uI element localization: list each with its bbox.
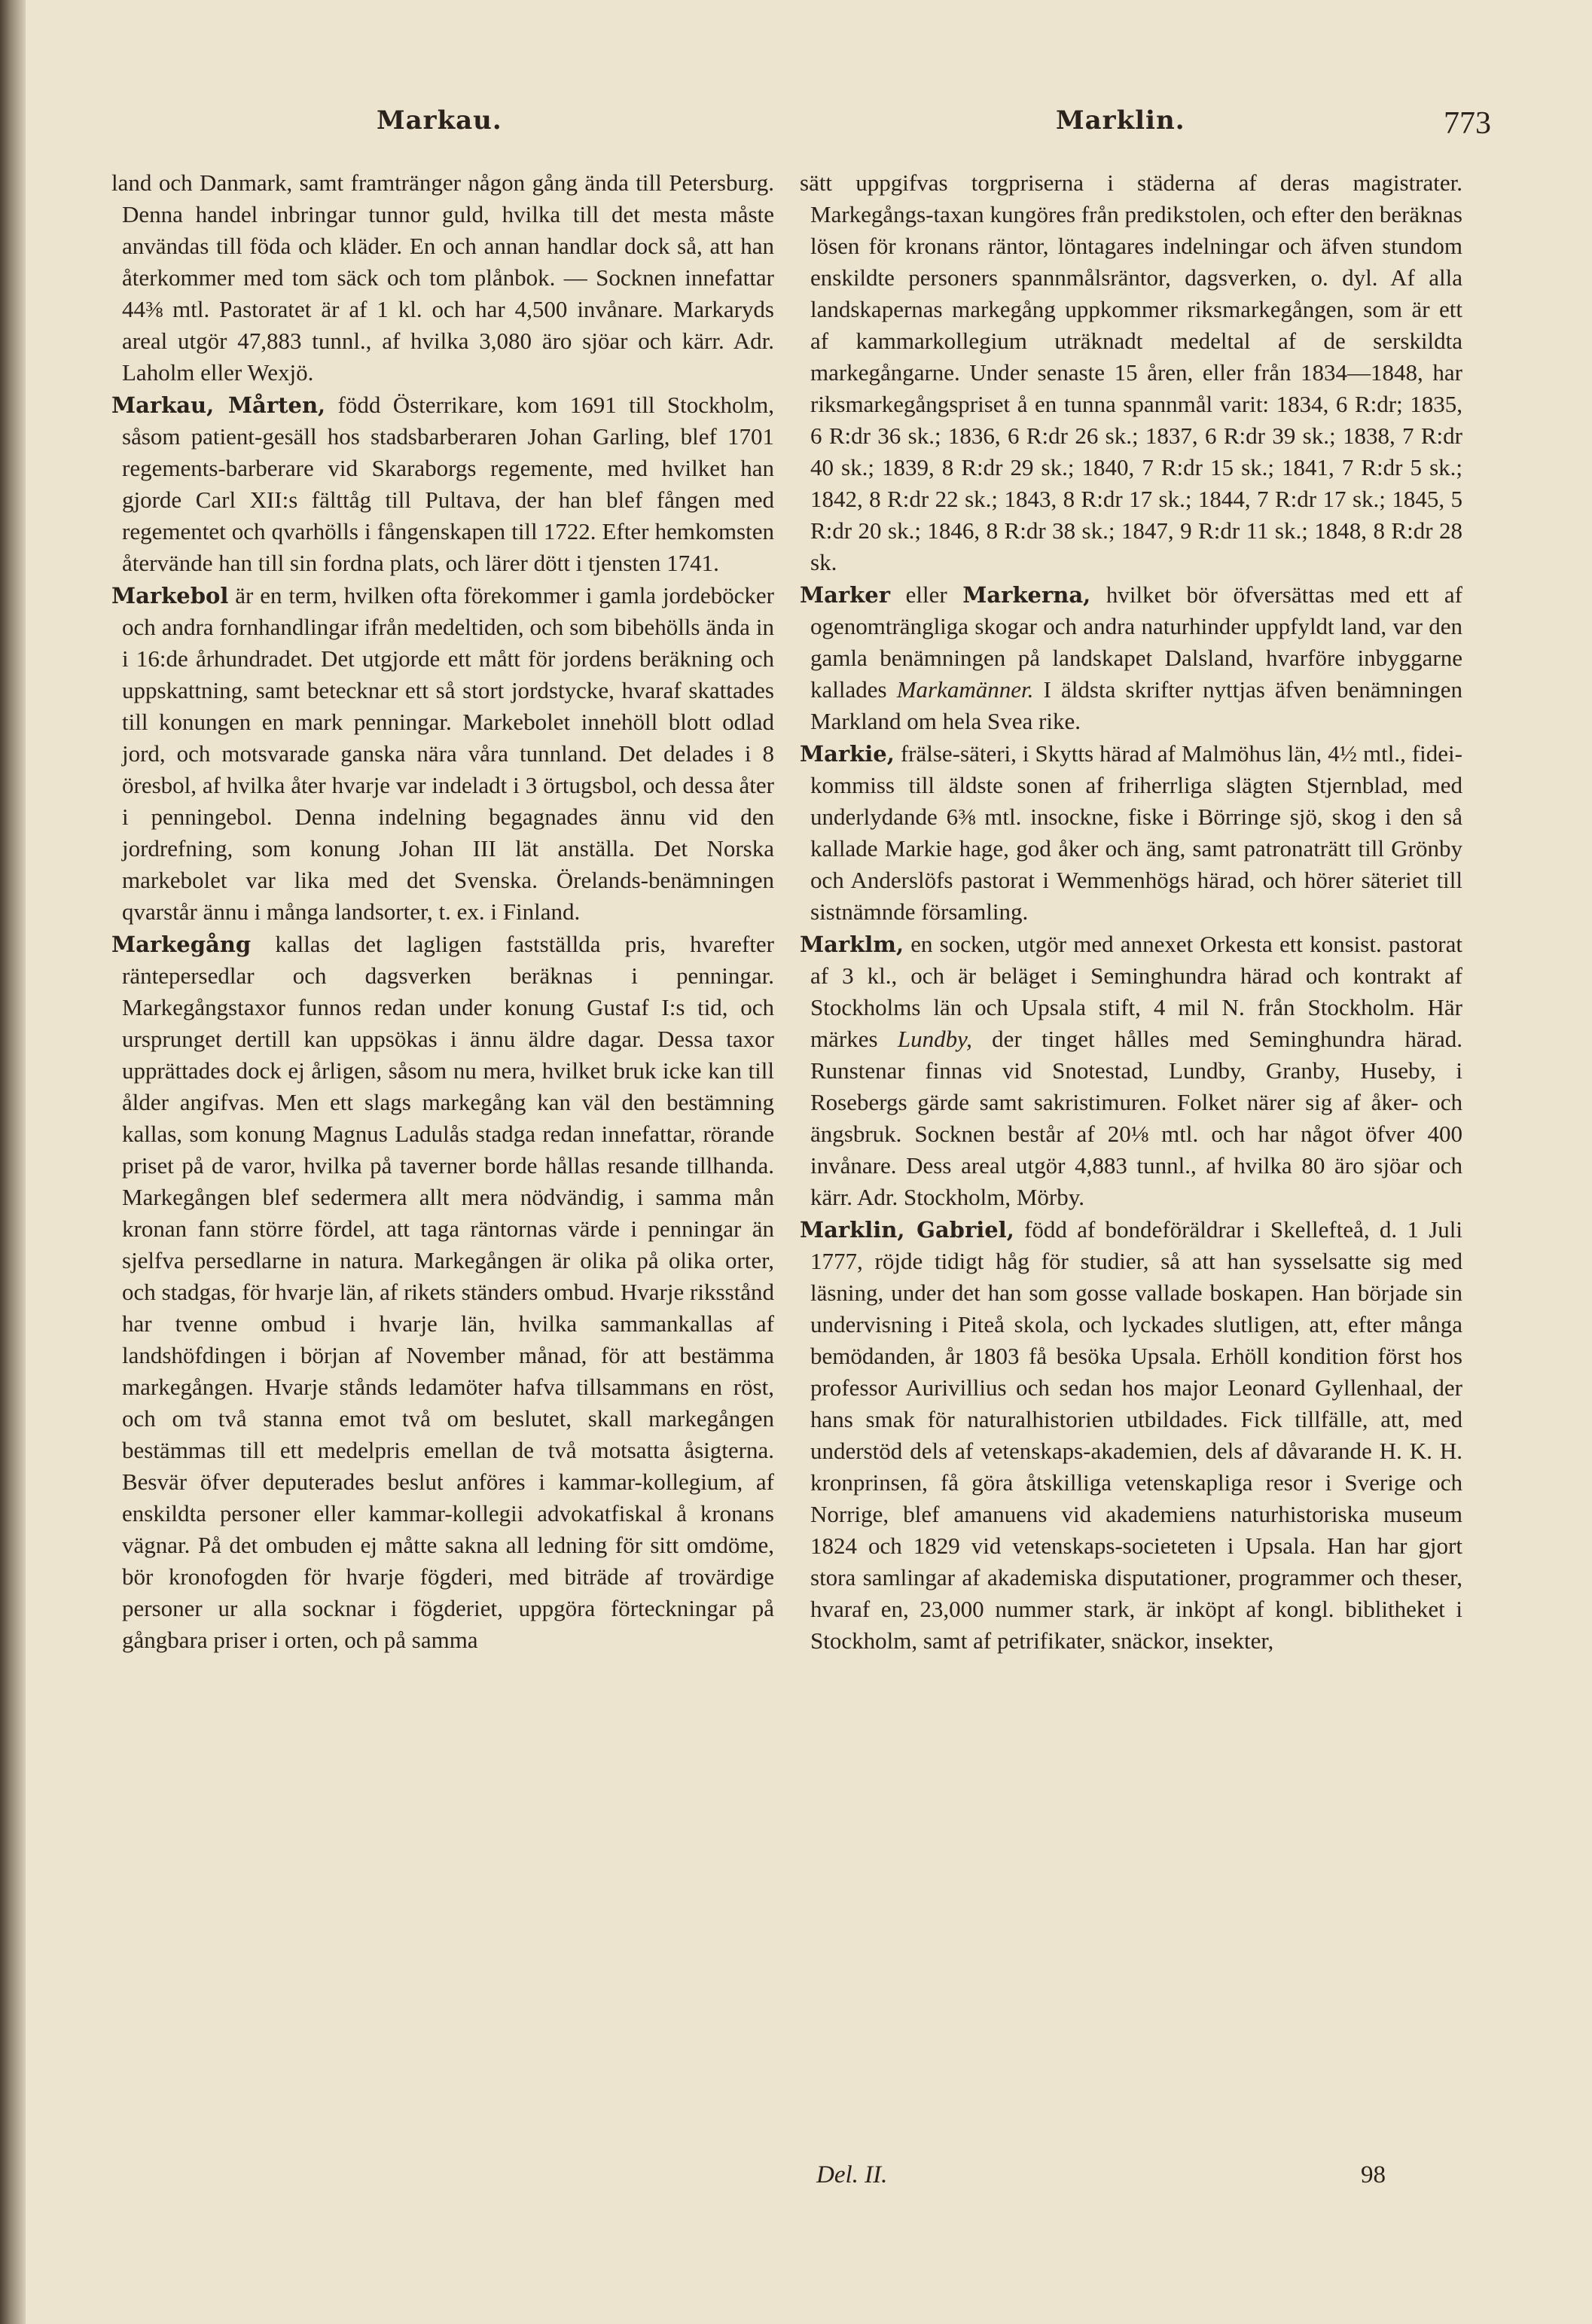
entry-text: I äldsta skrifter nyttjas äfven benämningen Markland om hela Svea rike. bbox=[810, 676, 1462, 734]
headword: Markau, Mårten, bbox=[111, 392, 326, 418]
entry-markim bbox=[800, 929, 1462, 1213]
entry-markaryd-continued bbox=[111, 167, 774, 389]
headword: Marklin, Gabriel, bbox=[800, 1217, 1014, 1243]
entry-text: är en term, hvilken ofta förekommer i gamla jordeböcker och andra fornhandlingar ifrån medeltiden, och som bibehölls ända in i 16:de århundradet. Det utgjorde ett mått för jordens beräkning och uppskattning, samt betecknar ett så stort jordstycke, hvaraf skattades till konungen en mark penningar. Markebolet innehöll blott odlad jord, och motsvarade ganska nära våra tunnland. Det delades i 8 öresbol, af hvilka åter hvarje var indeladt i 3 örtugsbol, och dessa åter i penningebol. Denna indelning begagnades ännu vid den jordrefning, som konung Johan III lät anställa. Det Norska markebolet var lika med det Svenska. Örelands-benämningen qvarstår ännu i många landsorter, t. ex. i Finland. bbox=[122, 582, 774, 925]
entry-marklin bbox=[800, 1214, 1462, 1657]
entry-markegang-continued bbox=[800, 167, 1462, 578]
running-head-left: Markau. bbox=[377, 105, 502, 136]
volume-signature: Del. II. bbox=[816, 2161, 888, 2188]
page-number: 773 bbox=[1444, 106, 1491, 141]
right-column bbox=[800, 167, 1462, 1658]
entry-markebol bbox=[111, 580, 774, 928]
entry-text: frälse-säteri, i Skytts härad af Malmöhus län, 4½ mtl., fidei-kommiss till äldste sonen af friherrliga slägten Stjernblad, med underlydande 6⅜ mtl. insockne, fiske i Börringe sjö, skog i den så kallade Markie hage, god åker och äng, samt patronaträtt till Grönby och Anderslöfs pastorat i Wemmenhögs härad, och hörer säteriet till sistnämnde församling. bbox=[810, 740, 1462, 925]
sheet-number: 98 bbox=[1361, 2161, 1386, 2188]
entry-markau bbox=[111, 389, 774, 579]
entry-text: kallas det lagligen fastställda pris, hvarefter räntepersedlar och dagsverken beräknas i penningar. Markegångstaxor funnos redan under konung Gustaf I:s tid, och ursprunget dertill kan uppsökas i ännu äldre dagar. Dessa taxor upprättades dock ej årligen, såsom nu mera, hvilket bruk icke kan till ålder angifvas. Men ett slags markegång kan väl den bestämning kallas, som konung Magnus Ladulås stadga redan innefattar, rörande priset på de varor, hvilka på taverner borde hållas resande tillhanda. Markegången blef sedermera allt mera nödvändig, i samma mån kronan fann större fördel, att taga räntornas värde i penningar än sjelfva persedlarne in natura. Markegången är olika på olika orter, och stadgas, för hvarje län, af rikets ständers ombud. Hvarje riksstånd har tvenne ombud i hvarje län, hvilka sammankallas af landshöfdingen i början af November månad, för att bestämma markegången. Hvarje stånds ledamöter hafva tillsammans en röst, och om två stanna emot två om beslutet, skall markegången bestämmas till ett medelpris emellan de två motsatta åsigterna. Besvär öfver deputerades beslut anföres i kammar-kollegium, af enskildta personer eller kammar-kollegii advokatfiskal å kronans vägnar. På det ombuden ej måtte sakna all ledning för sitt omdöme, bör kronofogden för hvarje fögderi, med biträde af trovärdige personer ur alla socknar i fögderiet, uppgöra förteckningar på gångbara priser i orten, och på samma bbox=[122, 931, 774, 1653]
entry-marker bbox=[800, 579, 1462, 737]
headword-alt: Markerna, bbox=[962, 582, 1091, 608]
headword: Markegång bbox=[111, 932, 252, 957]
headword: Markie, bbox=[800, 741, 895, 767]
entry-text: en socken, utgör med annexet Orkesta ett konsist. pastorat af 3 kl., och är beläget i Seminghundra härad och kontrakt af Stockholms län och Upsala stift, 4 mil N. från Stockholm. Här märkes bbox=[810, 931, 1462, 1052]
italic-term: Lundby, bbox=[897, 1026, 972, 1052]
entry-text: född af bondeföräldrar i Skellefteå, d. 1 Juli 1777, röjde tidigt håg för studier, så att han sysselsatte sig med läsning, under det han som gosse vallade boskapen. Han började sin undervisning i Piteå skola, och lyckades slutligen, att, efter många bemödanden, år 1803 få besöka Upsala. Erhöll kondition först hos professor Aurivillius och sedan hos major Leonard Gyllenhaal, der hans smak för naturalhistorien utbildades. Fick tillfälle, att, med understöd dels af vetenskaps-akademien, dels af dåvarande H. K. H. kronprinsen, få göra åtskilliga vetenskapliga resor i Sverige och Norrige, blef amanuens vid akademiens naturhistoriska museum 1824 och 1829 vid vetenskaps-societeten i Upsala. Han har gjort stora samlingar af akademiska disputationer, programmer och theser, hvaraf en, 23,000 nummer stark, är inköpt af kongl. biblitheket i Stockholm, samt af petrifikater, snäckor, insekter, bbox=[810, 1216, 1462, 1654]
page-footer bbox=[800, 2161, 1462, 2207]
entry-text: land och Danmark, samt framtränger någon gång ända till Petersburg. Denna handel inbringar tunnor guld, hvilka till det mesta måste användas till föda och kläder. En och annan handlar dock så, att han återkommer med tom säck och tom plånbok. — Socknen innefattar 44⅜ mtl. Pastoratet är af 1 kl. och har 4,500 invånare. Markaryds areal utgör 47,883 tunnl., af hvilka 3,080 äro sjöar och kärr. Adr. Laholm eller Wexjö. bbox=[111, 169, 774, 386]
entry-text: eller bbox=[890, 581, 963, 608]
entry-text: sätt uppgifvas torgpriserna i städerna af deras magistrater. Markegångs-taxan kungöres från predikstolen, och efter den beräknas lösen för kronans räntor, löntagares indelningar och äfven stundom enskildte personers spannmålsräntor, dagsverken, o. dyl. Af alla landskapernas markegång uppkommer riksmarkegången, som är ett af kammarkollegium uträknadt medeltal af de serskildta markegångarne. Under senaste 15 åren, eller från 1834—1848, har riksmarkegångspriset å en tunna spannmål varit: 1834, 6 R:dr; 1835, 6 R:dr 36 sk.; 1836, 6 R:dr 26 sk.; 1837, 6 R:dr 39 sk.; 1838, 7 R:dr 40 sk.; 1839, 8 R:dr 29 sk.; 1840, 7 R:dr 15 sk.; 1841, 7 R:dr 5 sk.; 1842, 8 R:dr 22 sk.; 1843, 8 R:dr 17 sk.; 1844, 7 R:dr 17 sk.; 1845, 5 R:dr 20 sk.; 1846, 8 R:dr 38 sk.; 1847, 9 R:dr 11 sk.; 1848, 8 R:dr 28 sk. bbox=[800, 169, 1462, 575]
running-head-right: Marklin. bbox=[1056, 105, 1185, 136]
headword: Marklm, bbox=[800, 932, 904, 957]
headword: Marker bbox=[800, 582, 890, 608]
left-column bbox=[111, 167, 774, 1657]
page-binding-edge bbox=[0, 0, 26, 2324]
headword: Markebol bbox=[111, 583, 229, 608]
page-header bbox=[105, 105, 1491, 158]
italic-term: Markamänner. bbox=[896, 676, 1034, 703]
entry-text: hvilket bör öfversättas med ett af ogenomträngliga skogar och andra naturhinder uppfyldt land, var den gamla benämningen på landskapet Dalsland, hvarföre inbyggarne kallades bbox=[810, 581, 1462, 703]
entry-markegang bbox=[111, 929, 774, 1656]
entry-text: född Österrikare, kom 1691 till Stockholm, såsom patient-gesäll hos stadsbarberaren Johan Garling, blef 1701 regements-barberare vid Skaraborgs regemente, med hvilket han gjorde Carl XII:s fälttåg till Pultava, der han blef fången med regementet och qvarhölls i fångenskapen till 1722. Efter hemkomsten återvände han till sin fordna plats, och lärer dött i tjensten 1741. bbox=[122, 392, 775, 576]
entry-text: der tinget hålles med Seminghundra härad. Runstenar finnas vid Snotestad, Lundby, Granby, Huseby, i Rosebergs gärde samt sakristimuren. Folket närer sig af åker- och ängsbruk. Socknen består af 20⅛ mtl. och har något öfver 400 invånare. Dess areal utgör 4,883 tunnl., af hvilka 80 äro sjöar och kärr. Adr. Stockholm, Mörby. bbox=[810, 1026, 1462, 1210]
entry-markie bbox=[800, 738, 1462, 928]
